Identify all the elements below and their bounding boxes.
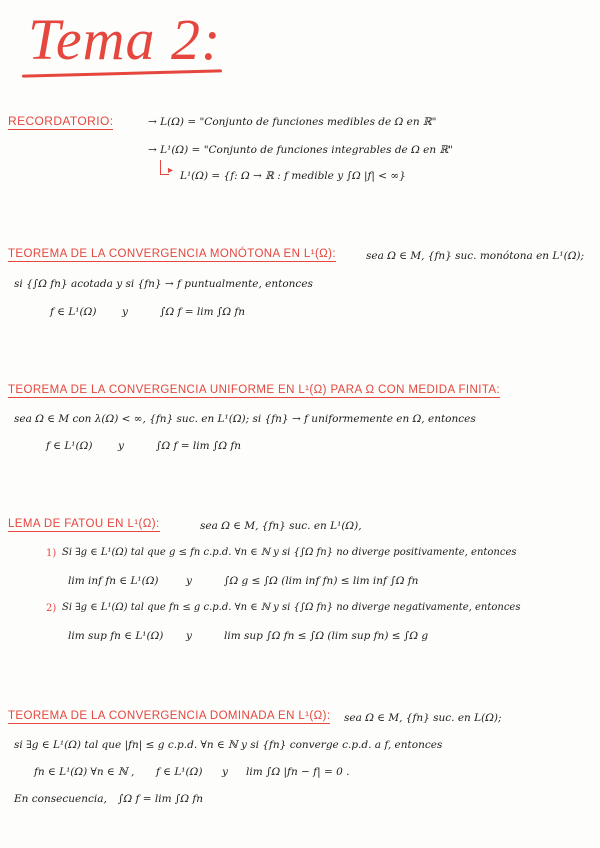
fatou-item-1-text: Si ∃g ∈ L¹(Ω) tal que g ≤ fn c.p.d. ∀n ∈ ℕ y si {∫Ω fn} no diverge positivamente, entonces [62, 547, 517, 558]
tcd-result-y: y [222, 766, 228, 778]
fatou-item-2-result-1: lim sup fn ∈ L¹(Ω) [68, 630, 164, 642]
tcd-heading: TEOREMA DE LA CONVERGENCIA DOMINADA EN L¹(Ω): [8, 710, 331, 722]
tcu-result-2: ∫Ω f = lim ∫Ω fn [156, 440, 242, 452]
tcu-result-y: y [118, 440, 124, 452]
tcm-result-y: y [122, 306, 128, 318]
tcd-result-2: f ∈ L¹(Ω) [156, 766, 203, 778]
fatou-line-1: sea Ω ∈ M, {fn} suc. en L¹(Ω), [200, 520, 362, 532]
recordatorio-heading: RECORDATORIO: [8, 114, 114, 128]
fatou-item-2-result-y: y [186, 630, 192, 642]
tcu-result-1: f ∈ L¹(Ω) [46, 440, 93, 452]
fatou-item-1-result-2: ∫Ω g ≤ ∫Ω (lim inf fn) ≤ lim inf ∫Ω fn [224, 575, 419, 587]
tcu-line-1: sea Ω ∈ M con λ(Ω) < ∞, {fn} suc. en L¹(Ω); si {fn} → f uniformemente en Ω, entonces [14, 413, 476, 425]
tcd-line-2: si ∃g ∈ L¹(Ω) tal que |fn| ≤ g c.p.d. ∀n ∈ ℕ y si {fn} converge c.p.d. a f, entonces [14, 739, 443, 751]
tcd-result-3: lim ∫Ω |fn − f| = 0 . [246, 766, 350, 778]
fatou-item-2-number: 2) [46, 603, 57, 614]
tcd-consequence-label: En consecuencia, [14, 793, 107, 805]
tcm-result-2: ∫Ω f = lim ∫Ω fn [160, 306, 246, 318]
page-title: Tema 2: [28, 7, 222, 72]
tcm-heading: TEOREMA DE LA CONVERGENCIA MONÓTONA EN L¹(Ω): [8, 248, 336, 260]
tcd-consequence-math: ∫Ω f = lim ∫Ω fn [118, 793, 204, 805]
tcm-result-1: f ∈ L¹(Ω) [50, 306, 97, 318]
recordatorio-line-2: → L¹(Ω) = "Conjunto de funciones integrables de Ω en ℝ" [148, 144, 454, 156]
tcd-result-1: fn ∈ L¹(Ω) ∀n ∈ ℕ , [34, 766, 135, 778]
red-arrowhead-icon: ▸ [168, 165, 174, 176]
fatou-item-1-result-1: lim inf fn ∈ L¹(Ω) [68, 575, 159, 587]
recordatorio-line-3: L¹(Ω) = {f: Ω → ℝ : f medible y ∫Ω |f| < ∞} [180, 170, 406, 182]
fatou-item-1-result-y: y [186, 575, 192, 587]
recordatorio-line-1: → L(Ω) = "Conjunto de funciones medibles de Ω en ℝ" [148, 116, 437, 128]
fatou-item-2-text: Si ∃g ∈ L¹(Ω) tal que fn ≤ g c.p.d. ∀n ∈ ℕ y si {∫Ω fn} no diverge negativamente, entonces [62, 602, 521, 613]
tcm-line-2: si {∫Ω fn} acotada y si {fn} → f puntualmente, entonces [14, 278, 313, 290]
fatou-item-1-number: 1) [46, 548, 57, 559]
fatou-item-2-result-2: lim sup ∫Ω fn ≤ ∫Ω (lim sup fn) ≤ ∫Ω g [224, 630, 429, 642]
tcm-line-1: sea Ω ∈ M, {fn} suc. monótona en L¹(Ω); [366, 250, 585, 262]
tcd-line-1: sea Ω ∈ M, {fn} suc. en L(Ω); [344, 712, 502, 724]
tcu-heading: TEOREMA DE LA CONVERGENCIA UNIFORME EN L¹(Ω) PARA Ω CON MEDIDA FINITA: [8, 384, 501, 396]
fatou-heading: LEMA DE FATOU EN L¹(Ω): [8, 518, 160, 530]
